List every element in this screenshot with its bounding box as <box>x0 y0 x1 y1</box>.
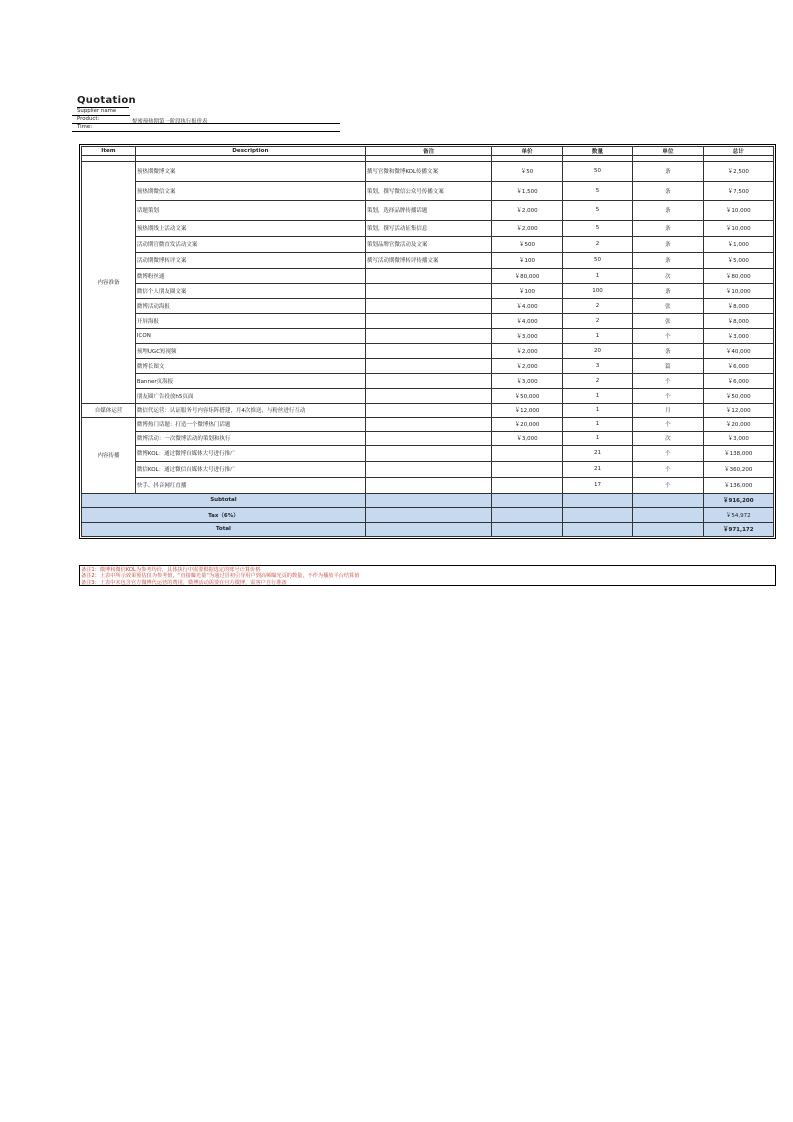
category-cell: 自媒体运营 <box>82 403 136 417</box>
unit-cell: 个 <box>633 373 703 388</box>
col-header-item: Item <box>82 147 136 156</box>
table-row <box>82 328 774 343</box>
unit-price-cell <box>492 461 562 477</box>
quantity-cell: 2 <box>562 298 632 313</box>
unit-price-cell: ￥4,000 <box>492 298 562 313</box>
total-cell: ￥5,000 <box>703 252 773 268</box>
quantity-cell: 50 <box>562 162 632 182</box>
total-cell: ￥136,000 <box>703 477 773 493</box>
description-cell: 微信个人朋友圈文案 <box>135 283 365 298</box>
description-cell: 微博热门话题：打造一个微博热门话题 <box>135 417 365 431</box>
description-cell: ICON <box>135 328 365 343</box>
table-row <box>82 313 774 328</box>
total-row <box>82 522 774 537</box>
col-header-unit-price: 单价 <box>492 147 562 156</box>
unit-price-cell: ￥4,000 <box>492 313 562 328</box>
total-cell: ￥50,000 <box>703 388 773 403</box>
description-cell: 开屏海报 <box>135 313 365 328</box>
note-cell <box>365 373 492 388</box>
description-cell: 活动期官微直发活动文案 <box>135 236 365 252</box>
note-cell: 策划，撰写活动征集信息 <box>365 220 492 236</box>
quantity-cell: 3 <box>562 358 632 373</box>
quantity-cell: 5 <box>562 181 632 201</box>
note-cell <box>365 358 492 373</box>
table-row <box>82 236 774 252</box>
table-row <box>82 461 774 477</box>
description-cell: 预热期微博文案 <box>135 162 365 182</box>
unit-price-cell: ￥50,000 <box>492 388 562 403</box>
note-cell: 策划，选择品牌传播话题 <box>365 201 492 221</box>
total-cell: ￥138,000 <box>703 445 773 461</box>
description-cell: 话题策划 <box>135 201 365 221</box>
unit-cell: 篇 <box>633 358 703 373</box>
supplier-label: Supplier name <box>77 108 117 114</box>
quantity-cell: 5 <box>562 220 632 236</box>
total-cell: ￥8,000 <box>703 298 773 313</box>
unit-price-cell: ￥12,000 <box>492 403 562 417</box>
col-header-total: 总计 <box>703 147 773 156</box>
quantity-cell: 17 <box>562 477 632 493</box>
tax-row <box>82 508 774 523</box>
note-cell <box>365 461 492 477</box>
note-cell: 策划，撰写微信公众号传播文案 <box>365 181 492 201</box>
unit-price-cell <box>492 445 562 461</box>
note-3: 备注3：上表中未包含官方微博代运营的费用，微博活动需要在官方微博，需客户自行准备 <box>81 579 287 586</box>
unit-price-cell: ￥50 <box>492 162 562 182</box>
table-row <box>82 201 774 221</box>
table-row <box>82 343 774 358</box>
col-header-note: 备注 <box>365 147 492 156</box>
description-cell: 预热期线上活动文案 <box>135 220 365 236</box>
tax-value: ￥54,972 <box>703 508 773 523</box>
unit-price-cell: ￥3,000 <box>492 328 562 343</box>
total-cell: ￥6,000 <box>703 373 773 388</box>
description-cell: 微博粉丝通 <box>135 268 365 283</box>
description-cell: 朋友圈广告投放h5页面 <box>135 388 365 403</box>
col-header-unit: 单位 <box>633 147 703 156</box>
unit-cell: 张 <box>633 313 703 328</box>
table-row <box>82 373 774 388</box>
unit-cell: 条 <box>633 252 703 268</box>
quantity-cell: 50 <box>562 252 632 268</box>
quantity-cell: 2 <box>562 373 632 388</box>
total-cell: ￥10,000 <box>703 201 773 221</box>
quantity-cell: 2 <box>562 313 632 328</box>
description-cell: 预热期微信文案 <box>135 181 365 201</box>
unit-cell: 月 <box>633 403 703 417</box>
unit-price-cell: ￥2,000 <box>492 343 562 358</box>
description-cell: 微信KOL：通过微信自媒体大号进行推广 <box>135 461 365 477</box>
note-cell <box>365 298 492 313</box>
quantity-cell: 1 <box>562 328 632 343</box>
quantity-cell: 21 <box>562 445 632 461</box>
unit-price-cell: ￥2,000 <box>492 358 562 373</box>
note-cell: 撰写活动期微博转评传播文案 <box>365 252 492 268</box>
product-value: 悦蜜预热期第一阶段执行报价表 <box>132 118 208 125</box>
table-row <box>82 358 774 373</box>
col-header-quantity: 数量 <box>562 147 632 156</box>
quantity-cell: 1 <box>562 431 632 445</box>
unit-cell: 条 <box>633 283 703 298</box>
note-cell: 策划品牌官微活动及文案 <box>365 236 492 252</box>
note-cell <box>365 283 492 298</box>
subtotal-value: ￥916,200 <box>703 493 773 508</box>
total-value: ￥971,172 <box>703 522 773 537</box>
quantity-cell: 20 <box>562 343 632 358</box>
unit-cell: 条 <box>633 236 703 252</box>
product-underline <box>72 123 340 124</box>
unit-cell: 次 <box>633 431 703 445</box>
note-cell <box>365 477 492 493</box>
unit-cell: 条 <box>633 162 703 182</box>
note-cell <box>365 328 492 343</box>
note-cell <box>365 403 492 417</box>
quotation-title: Quotation <box>77 95 136 106</box>
description-cell: 快手、抖音网红直播 <box>135 477 365 493</box>
table-row <box>82 403 774 417</box>
unit-price-cell: ￥2,000 <box>492 201 562 221</box>
total-cell: ￥1,000 <box>703 236 773 252</box>
note-2: 备注2：上表中所示效果预估仅为参考值，“直接曝光量”为通过冒初引导用户到高频曝光页的数量，不作为播放平台结算值 <box>81 573 360 580</box>
time-underline <box>72 131 340 132</box>
total-cell: ￥3,000 <box>703 431 773 445</box>
note-cell <box>365 268 492 283</box>
subtotal-row <box>82 493 774 508</box>
description-cell: 微博活动海报 <box>135 298 365 313</box>
unit-cell: 次 <box>633 268 703 283</box>
total-cell: ￥360,200 <box>703 461 773 477</box>
table-row <box>82 252 774 268</box>
unit-cell: 个 <box>633 388 703 403</box>
total-cell: ￥2,500 <box>703 162 773 182</box>
unit-cell: 条 <box>633 181 703 201</box>
product-label: Product: <box>77 116 100 122</box>
table-row <box>82 283 774 298</box>
unit-price-cell: ￥2,000 <box>492 220 562 236</box>
total-cell: ￥40,000 <box>703 343 773 358</box>
unit-cell: 个 <box>633 328 703 343</box>
unit-price-cell: ￥1,500 <box>492 181 562 201</box>
unit-cell: 条 <box>633 201 703 221</box>
unit-price-cell: ￥100 <box>492 283 562 298</box>
quantity-cell: 5 <box>562 201 632 221</box>
unit-cell: 条 <box>633 343 703 358</box>
note-cell <box>365 431 492 445</box>
tax-label: Tax（6%） <box>82 508 366 523</box>
quantity-cell: 21 <box>562 461 632 477</box>
total-cell: ￥7,500 <box>703 181 773 201</box>
subtotal-label: Subtotal <box>82 493 366 508</box>
table-row <box>82 431 774 445</box>
note-cell <box>365 417 492 431</box>
time-label: Time: <box>77 124 93 130</box>
table-row <box>82 162 774 182</box>
unit-price-cell: ￥3,000 <box>492 373 562 388</box>
quantity-cell: 2 <box>562 236 632 252</box>
table-row <box>82 477 774 493</box>
unit-price-cell <box>492 477 562 493</box>
description-cell: Banner页海报 <box>135 373 365 388</box>
description-cell: 预埋UGC短视频 <box>135 343 365 358</box>
unit-cell: 条 <box>633 220 703 236</box>
note-cell: 撰写官微和微博KOL传播文案 <box>365 162 492 182</box>
quantity-cell: 100 <box>562 283 632 298</box>
description-cell: 活动期微博转评文案 <box>135 252 365 268</box>
table-header-row <box>82 147 774 156</box>
note-cell <box>365 343 492 358</box>
table-row <box>82 298 774 313</box>
note-cell <box>365 445 492 461</box>
table-row <box>82 268 774 283</box>
quotation-table-frame <box>79 144 776 539</box>
note-cell <box>365 313 492 328</box>
total-cell: ￥10,000 <box>703 220 773 236</box>
col-header-description: Description <box>135 147 365 156</box>
table-row <box>82 417 774 431</box>
table-row <box>82 181 774 201</box>
unit-cell: 个 <box>633 417 703 431</box>
total-cell: ￥8,000 <box>703 313 773 328</box>
description-cell: 微博KOL：通过微博自媒体大号进行推广 <box>135 445 365 461</box>
quotation-table <box>81 146 774 537</box>
total-cell: ￥10,000 <box>703 283 773 298</box>
quantity-cell: 1 <box>562 388 632 403</box>
quantity-cell: 1 <box>562 417 632 431</box>
unit-price-cell: ￥500 <box>492 236 562 252</box>
notes-box <box>79 565 776 586</box>
unit-cell: 个 <box>633 477 703 493</box>
total-cell: ￥6,000 <box>703 358 773 373</box>
table-row <box>82 220 774 236</box>
total-cell: ￥3,000 <box>703 328 773 343</box>
table-row <box>82 388 774 403</box>
table-row <box>82 445 774 461</box>
total-cell: ￥12,000 <box>703 403 773 417</box>
quantity-cell: 1 <box>562 403 632 417</box>
description-cell: 微博活动：一次微博活动的策划和执行 <box>135 431 365 445</box>
note-cell <box>365 388 492 403</box>
unit-cell: 个 <box>633 445 703 461</box>
unit-price-cell: ￥80,000 <box>492 268 562 283</box>
unit-cell: 个 <box>633 461 703 477</box>
total-cell: ￥20,000 <box>703 417 773 431</box>
unit-price-cell: ￥20,000 <box>492 417 562 431</box>
quantity-cell: 1 <box>562 268 632 283</box>
description-cell: 微博长图文 <box>135 358 365 373</box>
total-label: Total <box>82 522 366 537</box>
unit-price-cell: ￥100 <box>492 252 562 268</box>
description-cell: 微信代运营：认证服务号内容矩阵搭建，月4次推送，与粉丝进行互动 <box>135 403 365 417</box>
category-cell: 内容准备 <box>82 162 136 404</box>
category-cell: 内容传播 <box>82 417 136 493</box>
total-cell: ￥80,000 <box>703 268 773 283</box>
unit-cell: 张 <box>633 298 703 313</box>
note-1: 备注1：微博和微信KOL为参考均价，具体执行中需要根据选定的账号计算价格 <box>81 567 261 573</box>
unit-price-cell: ￥3,000 <box>492 431 562 445</box>
